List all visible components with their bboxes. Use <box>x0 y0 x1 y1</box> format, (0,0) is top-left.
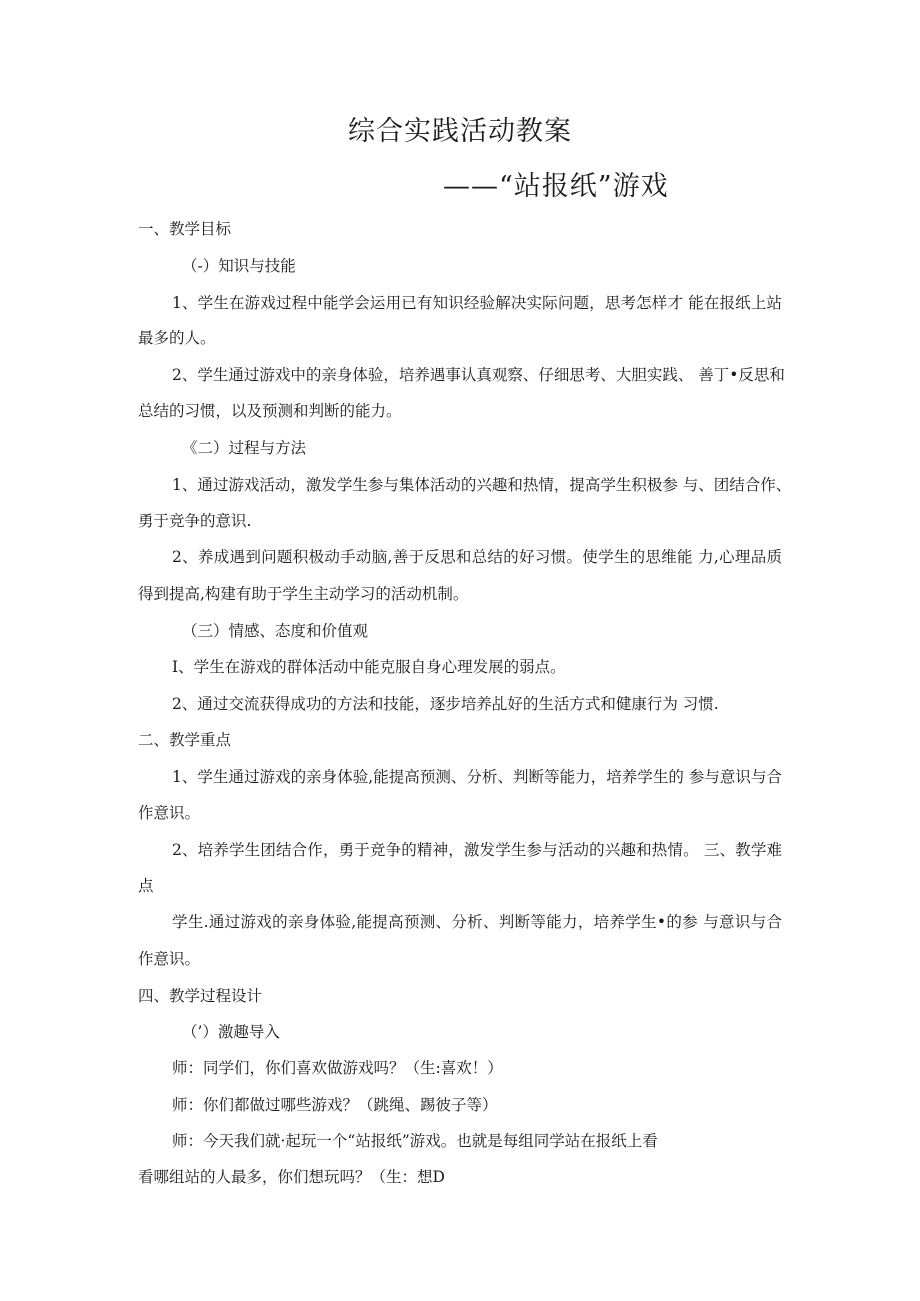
subsection-heading-intro: （’）激趣导入 <box>182 1023 280 1041</box>
paragraph-line: 师：今天我们就·起玩一个“站报纸”游戏。也就是每组同学站在报纸上看 <box>172 1132 658 1150</box>
paragraph-line: 1、通过游戏活动，激发学生参与集体活动的兴趣和热情，提高学生积极参 与、团结合作、 <box>172 476 792 494</box>
paragraph-line: 得到提高,构建有助于学生主动学习的活动机制。 <box>138 585 469 603</box>
paragraph-line: 看哪组站的人最多，你们想玩吗？（生：想D <box>138 1168 445 1186</box>
paragraph-line: I、学生在游戏的群体活动中能克服自身心理发展的弱点。 <box>172 658 566 676</box>
paragraph-line: 最多的人。 <box>138 329 216 347</box>
subsection-heading-emotion: （三）情感、态度和价值观 <box>182 622 369 640</box>
paragraph-line: 师：你们都做过哪些游戏？（跳绳、踢彼子等） <box>172 1096 498 1114</box>
section-heading-objectives: 一、教学目标 <box>138 220 232 238</box>
paragraph-line: 2、养成遇到问题积极动手动脑,善于反思和总结的好习惯。使学生的思维能 力,心理品质 <box>172 548 782 566</box>
paragraph-line: 2、培养学生团结合作，勇于竞争的精神，激发学生参与活动的兴趣和热情。 三、教学难 <box>172 841 782 859</box>
subsection-heading-knowledge: （-）知识与技能 <box>182 257 296 275</box>
subsection-heading-process: 《二）过程与方法 <box>182 439 307 457</box>
section-heading-process-design: 四、教学过程设计 <box>138 987 263 1005</box>
paragraph-line: 2、通过交流获得成功的方法和技能，逐步培养乩好的生活方式和健康行为 习惯. <box>172 695 719 713</box>
paragraph-line: 师：同学们，你们喜欢做游戏吗？（生:喜欢！） <box>172 1059 503 1077</box>
paragraph-line: 1、学生通过游戏的亲身体验,能提高预测、分析、判断等能力，培养学生的 参与意识与合 <box>172 768 782 786</box>
document-subtitle: ——“站报纸”游戏 <box>443 171 669 202</box>
paragraph-line: 勇于竞争的意识. <box>138 512 252 530</box>
paragraph-line: 学生.通过游戏的亲身体验,能提高预测、分析、判断等能力，培养学生•的参 与意识与合 <box>172 913 782 931</box>
section-heading-key-points: 二、教学重点 <box>138 731 232 749</box>
paragraph-line: 总结的习惯，以及预测和判断的能力。 <box>138 402 402 420</box>
paragraph-line: 点 <box>138 877 154 895</box>
document-title: 综合实践活动教案 <box>348 116 572 147</box>
paragraph-line: 1、学生在游戏过程中能学会运用已有知识经验解决实际问题，思考怎样才 能在报纸上站 <box>172 294 782 312</box>
paragraph-line: 2、学生通过游戏中的亲身体验，培养遇事认真观察、仔细思考、大胆实践、 善丁•反思和 <box>172 366 785 384</box>
paragraph-line: 作意识。 <box>138 804 201 822</box>
paragraph-line: 作意识。 <box>138 950 201 968</box>
